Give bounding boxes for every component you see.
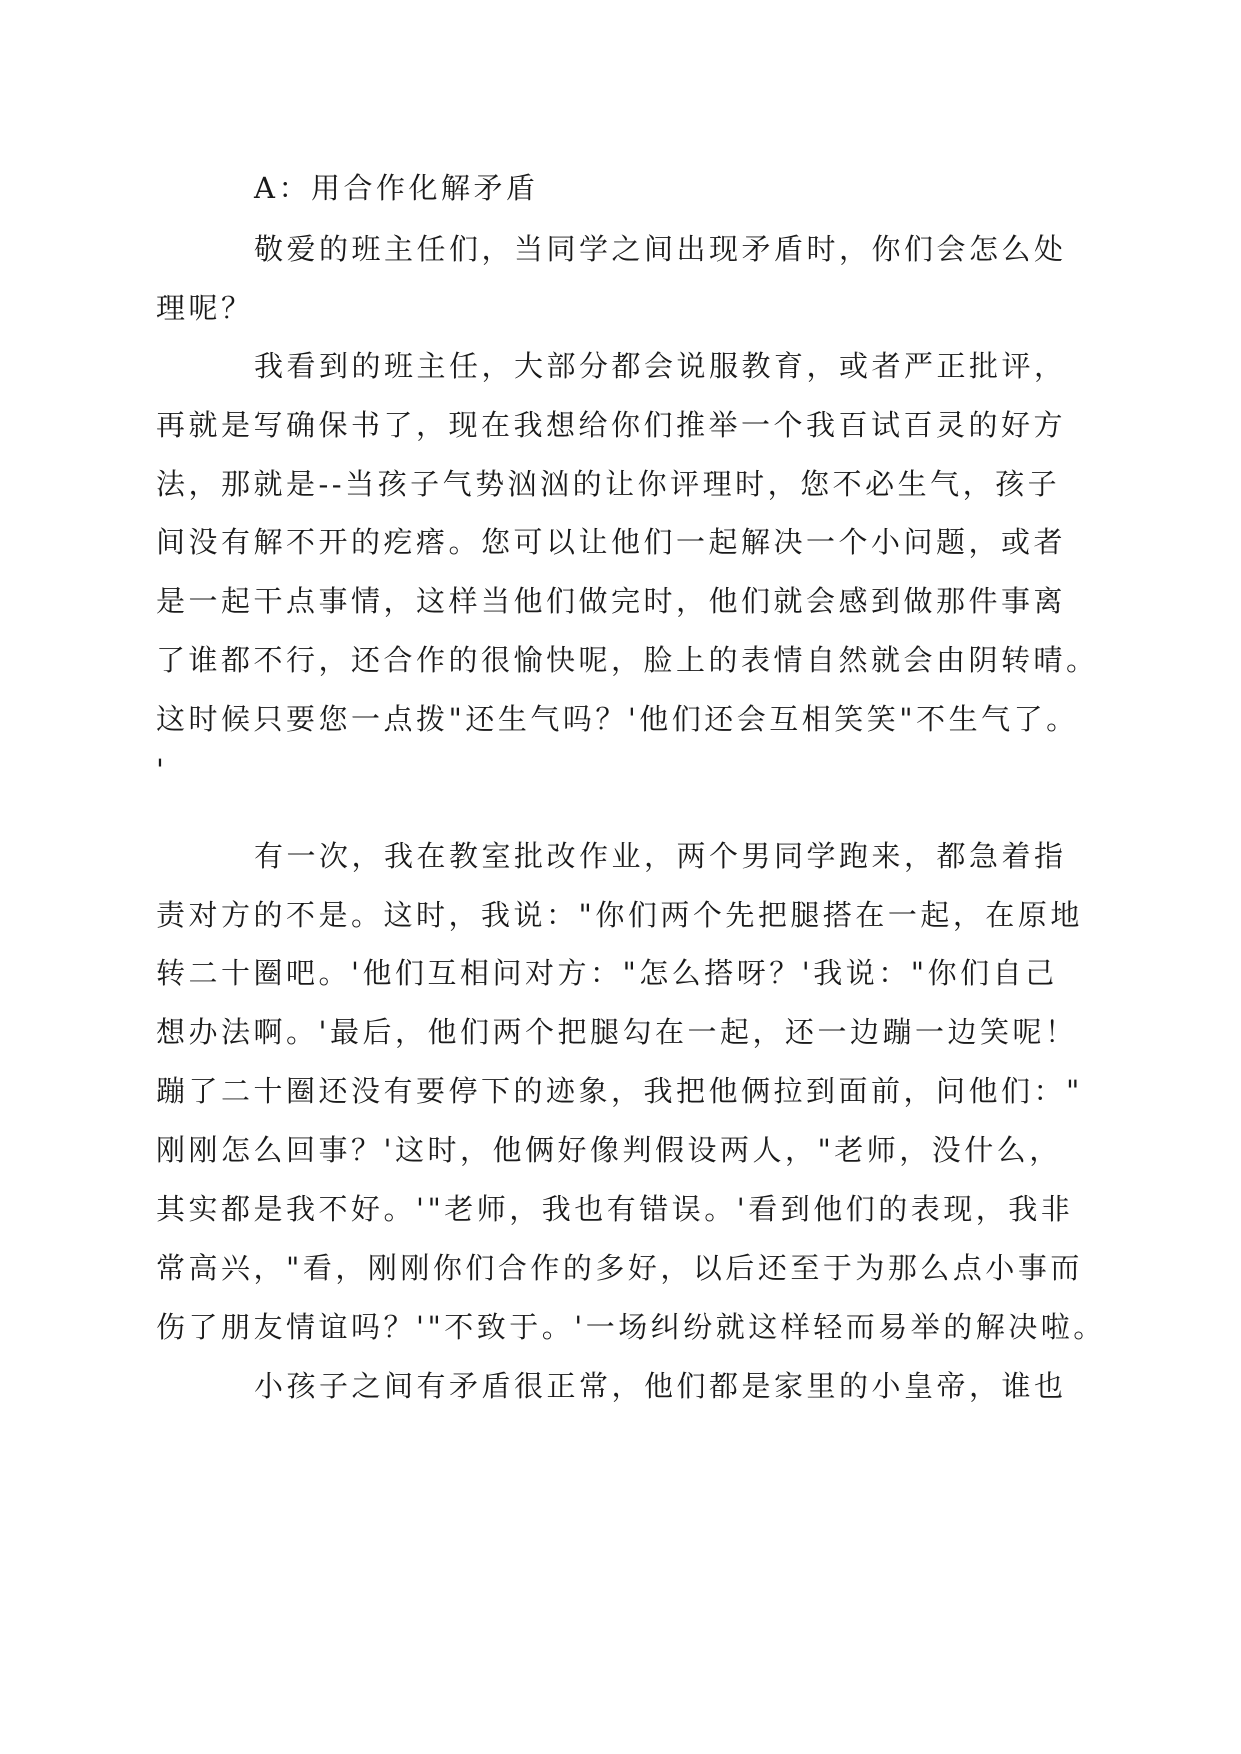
paragraph-line: 转二十圈吧。'他们互相问对方："怎么搭呀？'我说："你们自己 bbox=[156, 956, 1058, 990]
paragraph-line: 间没有解不开的疙瘩。您可以让他们一起解决一个小问题，或者 bbox=[156, 525, 1067, 559]
paragraph-line: 是一起干点事情，这样当他们做完时，他们就会感到做那件事离 bbox=[156, 584, 1067, 618]
paragraph-line: 伤了朋友情谊吗？'"不致于。'一场纠纷就这样轻而易举的解决啦。 bbox=[156, 1310, 1106, 1344]
paragraph-line: 想办法啊。'最后，他们两个把腿勾在一起，还一边蹦一边笑呢！ bbox=[156, 1015, 1078, 1049]
paragraph-line: 责对方的不是。这时，我说："你们两个先把腿搭在一起，在原地 bbox=[156, 898, 1083, 932]
paragraph-line: 这时候只要您一点拨"还生气吗？'他们还会互相笑笑"不生气了。 bbox=[156, 702, 1079, 736]
paragraph-line: 了谁都不行，还合作的很愉快呢，脸上的表情自然就会由阴转晴。 bbox=[156, 643, 1099, 677]
paragraph-line: 理呢？ bbox=[156, 291, 254, 325]
paragraph-line: 再就是写确保书了，现在我想给你们推举一个我百试百灵的好方 bbox=[156, 408, 1067, 442]
paragraph-line: ' bbox=[156, 753, 168, 787]
paragraph-line: 小孩子之间有矛盾很正常，他们都是家里的小皇帝，谁也 bbox=[254, 1369, 1067, 1403]
paragraph-line: 法，那就是--当孩子气势汹汹的让你评理时，您不必生气，孩子 bbox=[156, 467, 1061, 501]
paragraph-line: 敬爱的班主任们，当同学之间出现矛盾时，你们会怎么处 bbox=[254, 232, 1067, 266]
section-heading: A：用合作化解矛盾 bbox=[254, 171, 539, 205]
paragraph-line: 我看到的班主任，大部分都会说服教育，或者严正批评， bbox=[254, 349, 1067, 383]
paragraph-line: 蹦了二十圈还没有要停下的迹象，我把他俩拉到面前，问他们：" bbox=[156, 1074, 1083, 1108]
paragraph-line: 刚刚怎么回事？'这时，他俩好像判假设两人，"老师，没什么， bbox=[156, 1133, 1062, 1167]
paragraph-line: 常高兴，"看，刚刚你们合作的多好，以后还至于为那么点小事而 bbox=[156, 1251, 1083, 1285]
paragraph-line: 有一次，我在教室批改作业，两个男同学跑来，都急着指 bbox=[254, 839, 1067, 873]
paragraph-line: 其实都是我不好。'"老师，我也有错误。'看到他们的表现，我非 bbox=[156, 1192, 1074, 1226]
